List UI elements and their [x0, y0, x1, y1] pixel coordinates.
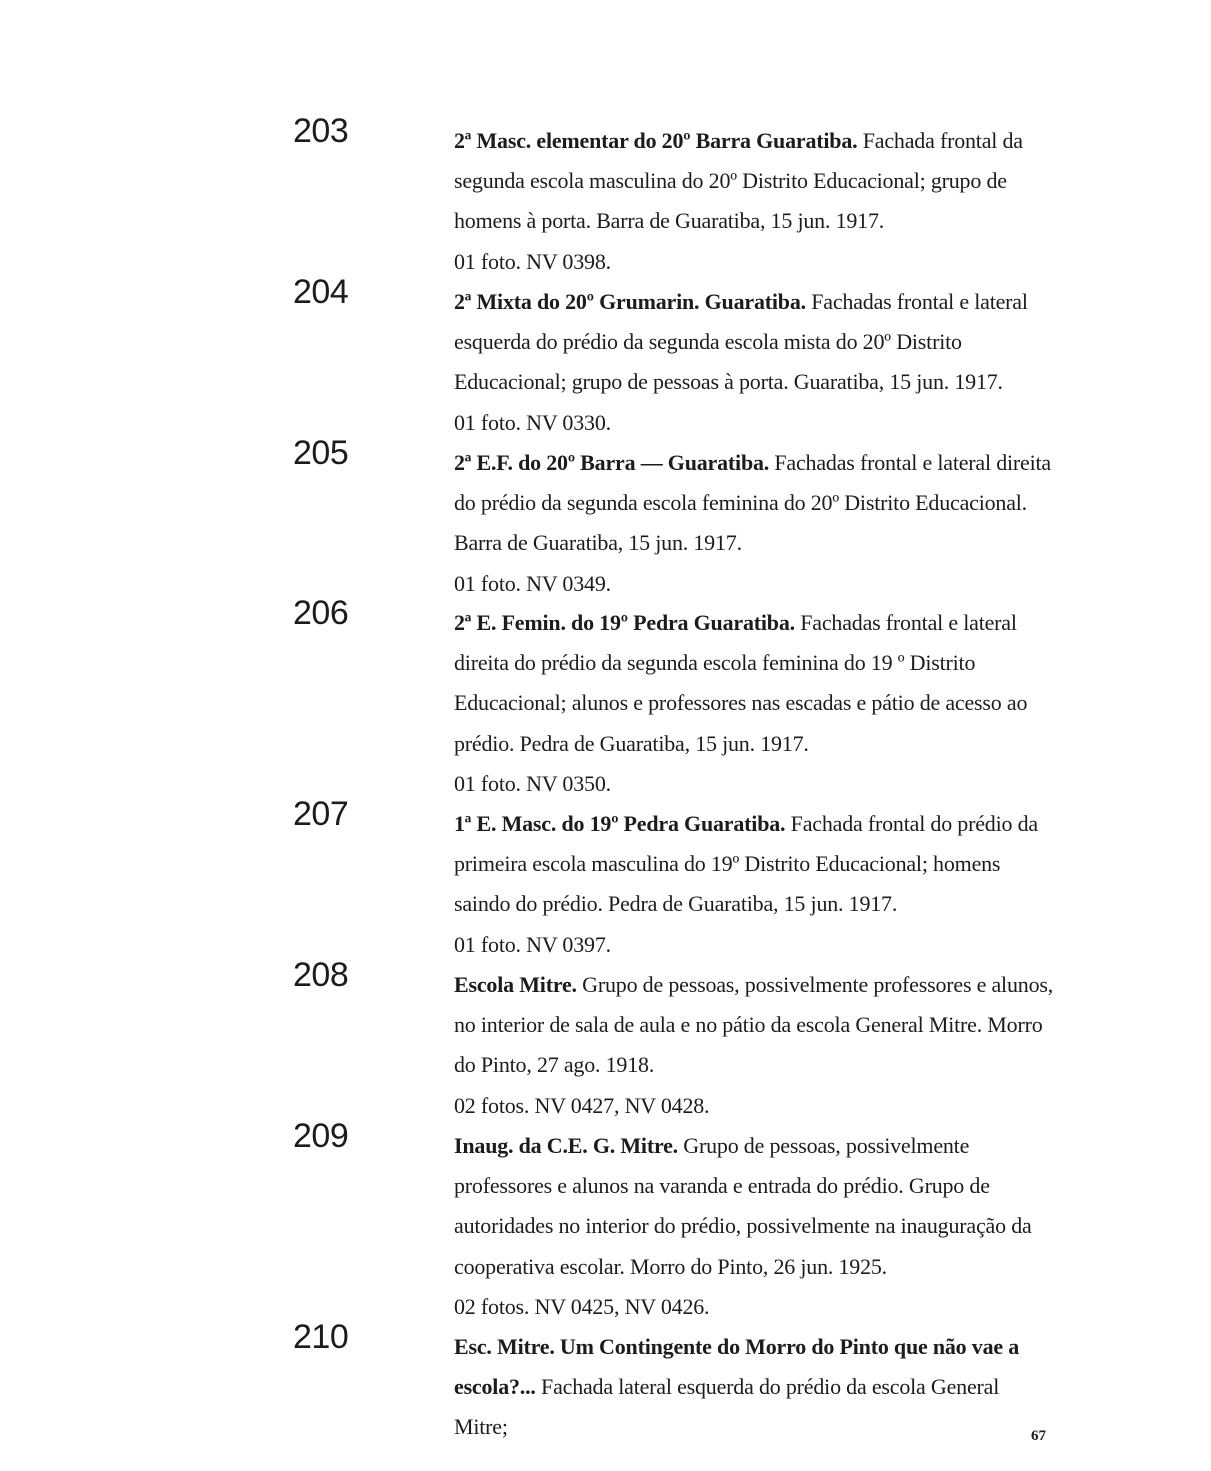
entry-description: Fachadas frontal e lateral esquerda do prédio da segunda escola mista do 20º Distrito Educacional; grupo de pessoas à porta. Guaratiba, 15 jun. 1917. [454, 289, 1028, 395]
entry-body [454, 965, 1054, 1126]
entry-description: Fachada frontal do prédio da primeira escola masculina do 19º Distrito Educacional; homens saindo do prédio. Pedra de Guaratiba, 15 jun. 1917. [454, 811, 1038, 917]
entry-number: 208 [293, 956, 349, 994]
entry-number: 203 [293, 112, 349, 150]
entry-title: 2ª E. Femin. do 19º Pedra Guaratiba. [454, 610, 795, 635]
entry-body [454, 121, 1054, 282]
entry-text [454, 1327, 1054, 1448]
entry-text [454, 804, 1054, 925]
entry-body [454, 282, 1054, 443]
entry-title: 2ª Masc. elementar do 20º Barra Guaratiba. [454, 128, 858, 153]
entry-body [454, 443, 1054, 604]
page-number: 67 [1031, 1428, 1046, 1444]
entry-title: Esc. Mitre. Um Contingente do Morro do Pinto que não vae a escola?... [454, 1334, 1020, 1400]
entry-photos: 01 foto. NV 0349. [454, 570, 611, 596]
entry-title: 1ª E. Masc. do 19º Pedra Guaratiba. [454, 811, 786, 836]
entry-body [454, 603, 1054, 804]
entry-description: Fachadas frontal e lateral direita do prédio da segunda escola feminina do 19 º Distrito Educacional; alunos e professores nas escadas e pátio de acesso ao prédio. Pedra de Guaratiba, 15 jun. 1917. [454, 610, 1028, 756]
entry-number: 210 [293, 1318, 349, 1356]
entry-photos: 02 fotos. NV 0425, NV 0426. [454, 1293, 710, 1319]
entry-text [454, 443, 1054, 564]
entry-text [454, 121, 1054, 242]
entry-text [454, 282, 1054, 403]
entry-description: Fachada frontal da segunda escola masculina do 20º Distrito Educacional; grupo de homens à porta. Barra de Guaratiba, 15 jun. 1917. [454, 128, 1023, 234]
entry-title: Inaug. da C.E. G. Mitre. [454, 1133, 678, 1158]
entry-body [454, 804, 1054, 965]
entry-number: 204 [293, 273, 349, 311]
entry-photos: 02 fotos. NV 0427, NV 0428. [454, 1092, 710, 1118]
entry-photos: 01 foto. NV 0398. [454, 248, 611, 274]
entry-description: Grupo de pessoas, possivelmente professores e alunos na varanda e entrada do prédio. Grupo de autoridades no interior do prédio, possivelmente na inauguração da cooperativa escolar. Morro do Pinto, 26 jun. 1925. [454, 1133, 1032, 1279]
entry-number: 205 [293, 434, 349, 472]
entry-title: 2ª Mixta do 20º Grumarin. Guaratiba. [454, 289, 806, 314]
entry-number: 207 [293, 795, 349, 833]
entry-number: 209 [293, 1117, 349, 1155]
entry-text [454, 965, 1054, 1086]
entry-body [454, 1126, 1054, 1327]
entry-text [454, 1126, 1054, 1287]
entry-number: 206 [293, 594, 349, 632]
entry-photos: 01 foto. NV 0397. [454, 931, 611, 957]
entry-photos: 01 foto. NV 0350. [454, 770, 611, 796]
entry-text [454, 603, 1054, 764]
entry-description: Grupo de pessoas, possivelmente professores e alunos, no interior de sala de aula e no pátio da escola General Mitre. Morro do Pinto, 27 ago. 1918. [454, 972, 1054, 1078]
entry-title: 2ª E.F. do 20º Barra — Guaratiba. [454, 450, 770, 475]
entry-title: Escola Mitre. [454, 972, 577, 997]
entry-description: Fachada lateral esquerda do prédio da escola General Mitre; [454, 1374, 1000, 1440]
entry-description: Fachadas frontal e lateral direita do prédio da segunda escola feminina do 20º Distrito Educacional. Barra de Guaratiba, 15 jun. 1917. [454, 450, 1052, 556]
entry-body [454, 1327, 1054, 1448]
entry-photos: 01 foto. NV 0330. [454, 409, 611, 435]
